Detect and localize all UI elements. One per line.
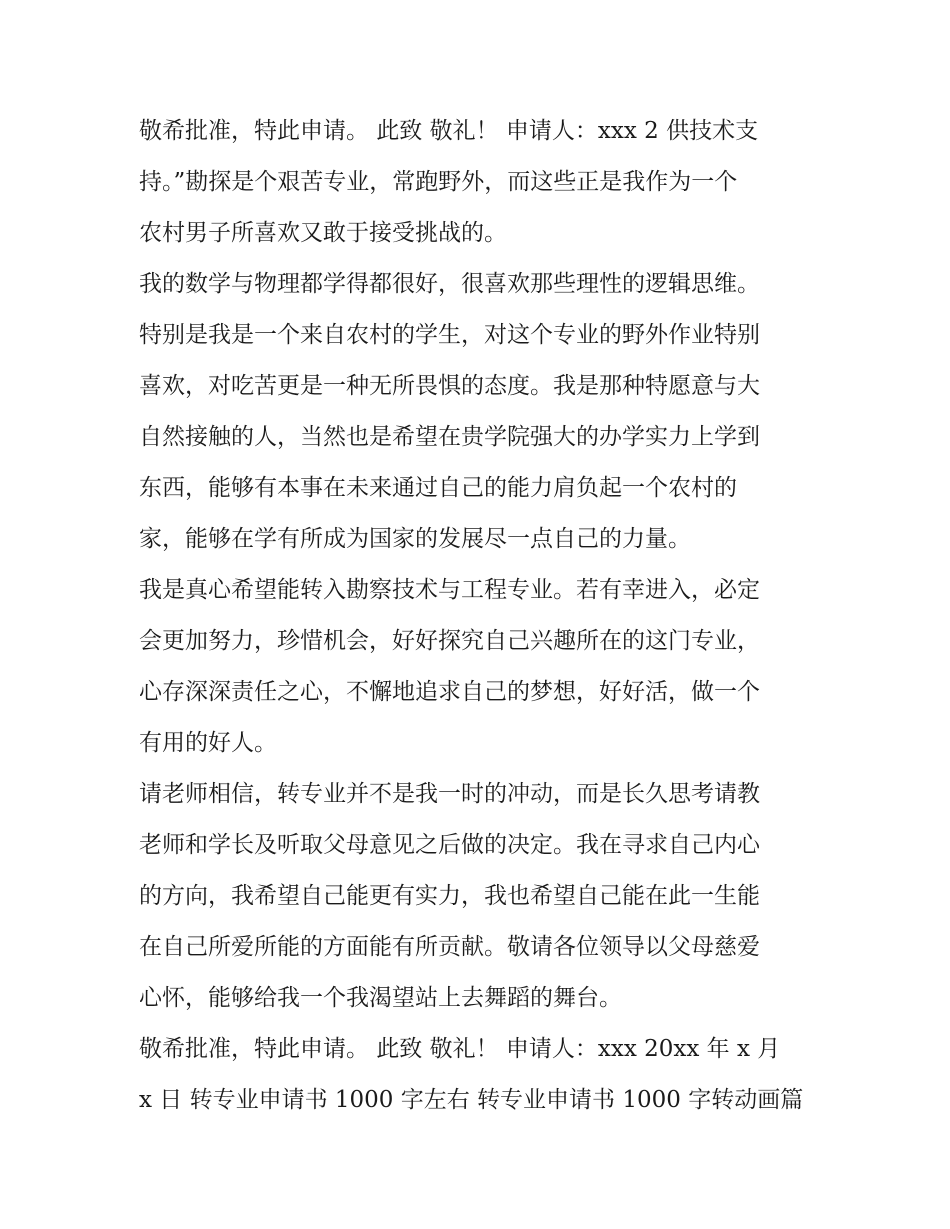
text-line: 东西，能够有本事在未来通过自己的能力肩负起一个农村的 <box>139 475 737 501</box>
text-line: 我的数学与物理都学得都很好，很喜欢那些理性的逻辑思维。 <box>139 271 760 297</box>
text-line: 敬希批准，特此申请。 此致 敬礼！ 申请人：xxx 2 供技术支 <box>139 118 759 144</box>
text-line: 家，能够在学有所成为国家的发展尽一点自己的力量。 <box>139 526 691 552</box>
text-line: 农村男子所喜欢又敢于接受挑战的。 <box>139 220 507 246</box>
text-line: 的方向，我希望自己能更有实力，我也希望自己能在此一生能 <box>139 883 760 909</box>
text-line: 在自己所爱所能的方面能有所贡献。敬请各位领导以父母慈爱 <box>139 934 760 960</box>
text-line: 特别是我是一个来自农村的学生，对这个专业的野外作业特别 <box>139 322 760 348</box>
text-line: 老师和学长及听取父母意见之后做的决定。我在寻求自己内心 <box>139 832 760 858</box>
text-line: 喜欢，对吃苦更是一种无所畏惧的态度。我是那种特愿意与大 <box>139 373 760 399</box>
text-line: 心怀，能够给我一个我渴望站上去舞蹈的舞台。 <box>139 985 622 1011</box>
text-line: 敬希批准，特此申请。 此致 敬礼！ 申请人：xxx 20xx 年 x 月 <box>139 1036 781 1062</box>
document-body <box>139 106 819 1126</box>
text-line: x 日 转专业申请书 1000 字左右 转专业申请书 1000 字转动画篇 <box>139 1087 804 1113</box>
text-line: 有用的好人。 <box>139 730 277 756</box>
text-line: 请老师相信，转专业并不是我一时的冲动，而是长久思考请教 <box>139 781 760 807</box>
text-line: 会更加努力，珍惜机会，好好探究自己兴趣所在的这门专业， <box>139 628 760 654</box>
text-line: 持。”勘探是个艰苦专业，常跑野外，而这些正是我作为一个 <box>139 169 738 195</box>
text-line: 心存深深责任之心，不懈地追求自己的梦想，好好活，做一个 <box>139 679 760 705</box>
text-line: 我是真心希望能转入勘察技术与工程专业。若有幸进入，必定 <box>139 577 760 603</box>
text-line: 自然接触的人，当然也是希望在贵学院强大的办学实力上学到 <box>139 424 760 450</box>
